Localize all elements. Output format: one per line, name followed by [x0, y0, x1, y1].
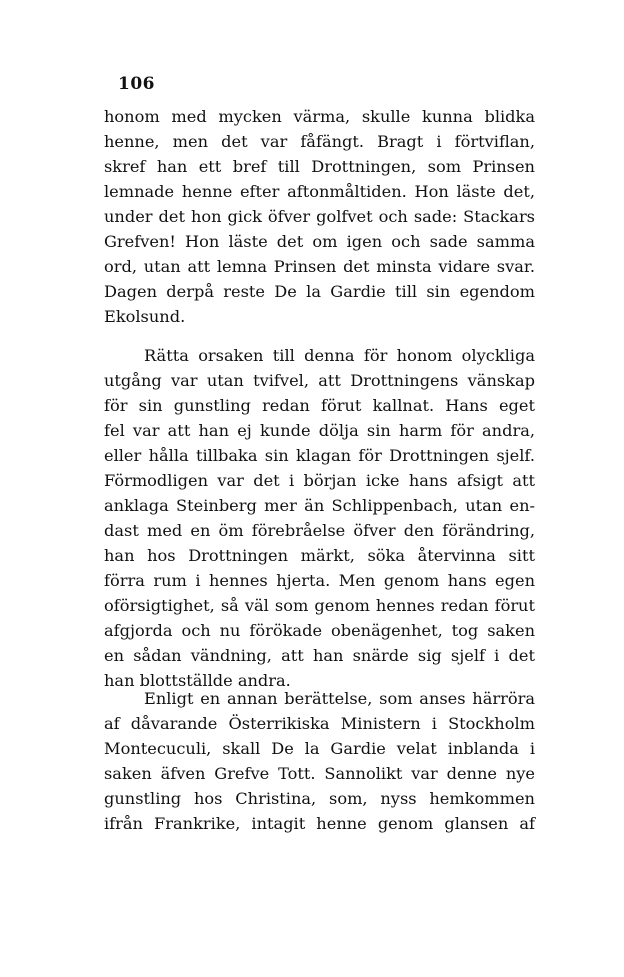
- text-line: Montecuculi, skall De la Gardie velat inblanda i: [104, 739, 535, 758]
- text-line: henne, men det var fåfängt. Bragt i förtviflan,: [104, 132, 535, 151]
- text-line: dast med en öm förebråelse öfver den förändring,: [104, 521, 535, 540]
- text-line: Enligt en annan berättelse, som anses härröra: [144, 689, 535, 708]
- text-line: honom med mycken värma, skulle kunna blidka: [104, 107, 535, 126]
- text-line: under det hon gick öfver golfvet och sade: Stackars: [104, 207, 535, 226]
- text-line: afgjorda och nu förökade obenägenhet, tog saken: [104, 621, 535, 640]
- text-line: han hos Drottningen märkt, söka återvinna sitt: [104, 546, 535, 565]
- text-line: Grefven! Hon läste det om igen och sade samma: [104, 232, 535, 251]
- text-line: fel var att han ej kunde dölja sin harm för andra,: [104, 421, 535, 440]
- page-number: 106: [118, 74, 155, 94]
- text-line: eller hålla tillbaka sin klagan för Drottningen sjelf.: [104, 446, 535, 465]
- text-line: oförsigtighet, så väl som genom hennes redan förut: [104, 596, 535, 615]
- text-line: en sådan vändning, att han snärde sig sjelf i det: [104, 646, 535, 665]
- text-line: ord, utan att lemna Prinsen det minsta vidare svar.: [104, 257, 535, 276]
- text-line: Rätta orsaken till denna för honom olyckliga: [144, 346, 535, 365]
- text-line: saken äfven Grefve Tott. Sannolikt var denne nye: [104, 764, 535, 783]
- paragraph-2: [104, 343, 535, 693]
- text-line: ifrån Frankrike, intagit henne genom glansen af: [104, 814, 535, 833]
- text-line: för sin gunstling redan förut kallnat. Hans eget: [104, 396, 535, 415]
- paragraph-3: [104, 686, 535, 836]
- text-line: lemnade henne efter aftonmåltiden. Hon läste det,: [104, 182, 535, 201]
- text-line: Ekolsund.: [104, 307, 186, 326]
- text-line: Dagen derpå reste De la Gardie till sin egendom: [104, 282, 535, 301]
- text-line: gunstling hos Christina, som, nyss hemkommen: [104, 789, 535, 808]
- text-line: skref han ett bref till Drottningen, som Prinsen: [104, 157, 535, 176]
- text-line: han blottställde andra.: [104, 671, 291, 690]
- paragraph-1: [104, 104, 535, 329]
- text-line: utgång var utan tvifvel, att Drottningens vänskap: [104, 371, 535, 390]
- text-line: Förmodligen var det i början icke hans afsigt att: [104, 471, 535, 490]
- text-line: förra rum i hennes hjerta. Men genom hans egen: [104, 571, 535, 590]
- text-line: af dåvarande Österrikiska Ministern i Stockholm: [104, 714, 535, 733]
- text-line: anklaga Steinberg mer än Schlippenbach, utan en-: [104, 496, 535, 515]
